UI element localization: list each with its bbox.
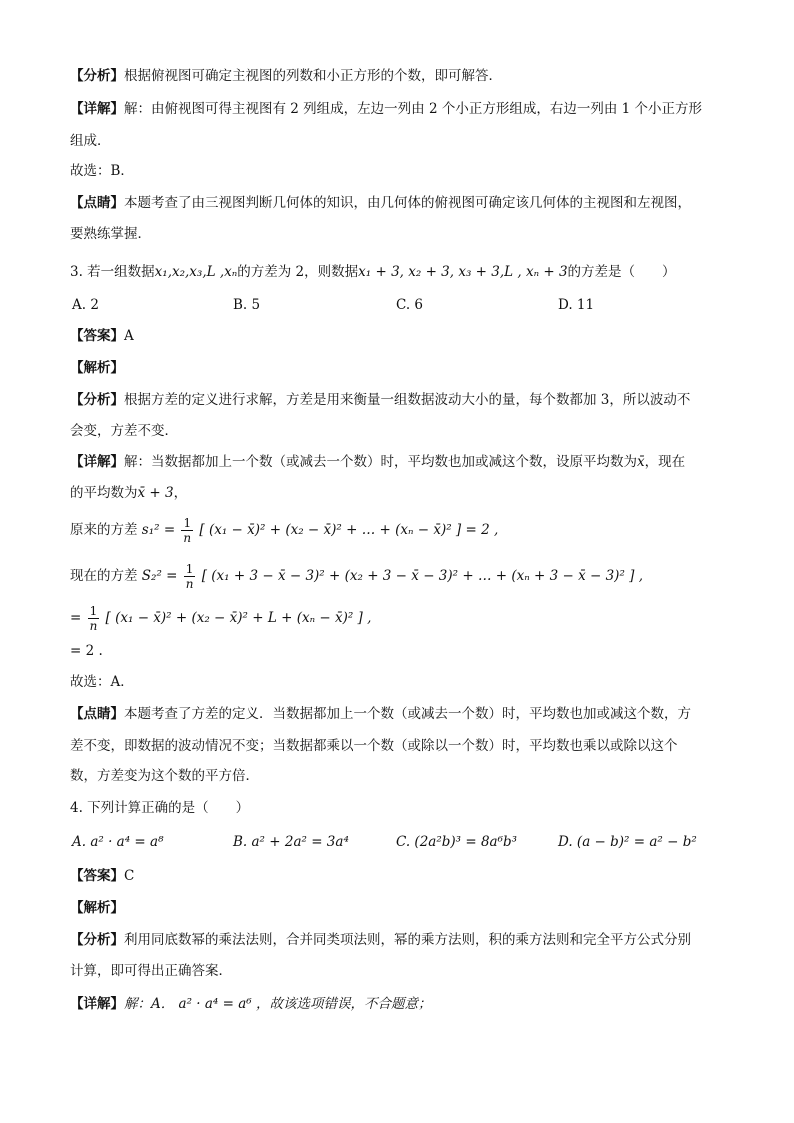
q3-detail-cont: 的平均数为x̄ + 3，	[70, 485, 188, 501]
q4-option-c: C. (2a²b)³ = 8a⁶b³	[396, 834, 518, 850]
q4-detail: 【详解】解：A． a² · a⁴ = a⁶ ，故该选项错误，不合题意；	[70, 996, 432, 1012]
fraction: $\frac{1}{n}$	[89, 604, 98, 633]
q4-stem: 4. 下列计算正确的是（ ）	[70, 800, 250, 816]
q3-comment-cont1: 差不变，即数据的波动情况不变；当数据都乘以一个数（或除以一个数）时，平均数也乘以或除以这个	[70, 738, 678, 754]
p1-analysis: 【分析】根据俯视图可确定主视图的列数和小正方形的个数，即可解答．	[70, 68, 502, 84]
q3-jiexi: 【解析】	[70, 360, 124, 376]
q3-option-c: C. 6	[396, 297, 424, 313]
q3-orig-variance: 原来的方差 s₁² = $\frac{1}{n}$ [ (x₁ − x̄)² + (x₂ − x̄)² + … + (xₙ − x̄)² ] = 2 ,	[70, 516, 499, 545]
q3-eq-final: = 2 .	[70, 643, 103, 659]
p1-comment: 【点睛】本题考查了由三视图判断几何体的知识，由几何体的俯视图可确定该几何体的主视图和左视图，	[70, 195, 691, 211]
q3-comment-cont2: 数，方差变为这个数的平方倍．	[70, 768, 259, 784]
fraction: $\frac{1}{n}$	[183, 516, 192, 545]
q4-option-d: D. (a − b)² = a² − b²	[558, 834, 697, 850]
q4-option-a: A. a² · a⁴ = a⁸	[72, 834, 164, 850]
p1-choose: 故选：B．	[70, 163, 134, 179]
q3-answer: 【答案】A	[70, 328, 134, 344]
q3-analysis: 【分析】根据方差的定义进行求解，方差是用来衡量一组数据波动大小的量，每个数都加 3，所以波动不	[70, 392, 691, 408]
q3-option-b: B. 5	[233, 297, 261, 313]
q4-analysis-cont: 计算，即可得出正确答案．	[70, 963, 232, 979]
q3-comment: 【点睛】本题考查了方差的定义．当数据都加上一个数（或减去一个数）时，平均数也加或减这个数，方	[70, 706, 691, 722]
q3-detail: 【详解】解：当数据都加上一个数（或减去一个数）时，平均数也加或减这个数，设原平均数为x̄，现在	[70, 454, 686, 470]
q4-jiexi: 【解析】	[70, 900, 124, 916]
q3-stem: 3. 若一组数据x₁,x₂,x₃,L ,xₙ的方差为 2，则数据x₁ + 3, x₂ + 3, x₃ + 3,L , xₙ + 3的方差是（ ）	[70, 264, 676, 280]
q4-answer: 【答案】C	[70, 868, 135, 884]
q3-option-d: D. 11	[558, 297, 595, 313]
q3-eq-line: = $\frac{1}{n}$ [ (x₁ − x̄)² + (x₂ − x̄)² + L + (xₙ − x̄)² ] ,	[70, 604, 372, 633]
q3-choose: 故选：A．	[70, 674, 134, 690]
q4-analysis: 【分析】利用同底数幂的乘法法则，合并同类项法则，幂的乘方法则，积的乘方法则和完全平方公式分别	[70, 932, 691, 948]
p1-detail-cont: 组成．	[70, 133, 111, 149]
q3-now-variance: 现在的方差 S₂² = $\frac{1}{n}$ [ (x₁ + 3 − x̄ − 3)² + (x₂ + 3 − x̄ − 3)² + … + (xₙ + 3 − x̄ − 3)² ] ,	[70, 562, 643, 591]
fraction: $\frac{1}{n}$	[185, 562, 194, 591]
q3-option-a: A. 2	[72, 297, 99, 313]
p1-comment-cont: 要熟练掌握．	[70, 226, 151, 242]
q3-analysis-cont: 会变，方差不变．	[70, 423, 178, 439]
p1-detail: 【详解】解：由俯视图可得主视图有 2 列组成，左边一列由 2 个小正方形组成，右边一列由 1 个小正方形	[70, 101, 703, 117]
q4-option-b: B. a² + 2a² = 3a⁴	[233, 834, 349, 850]
